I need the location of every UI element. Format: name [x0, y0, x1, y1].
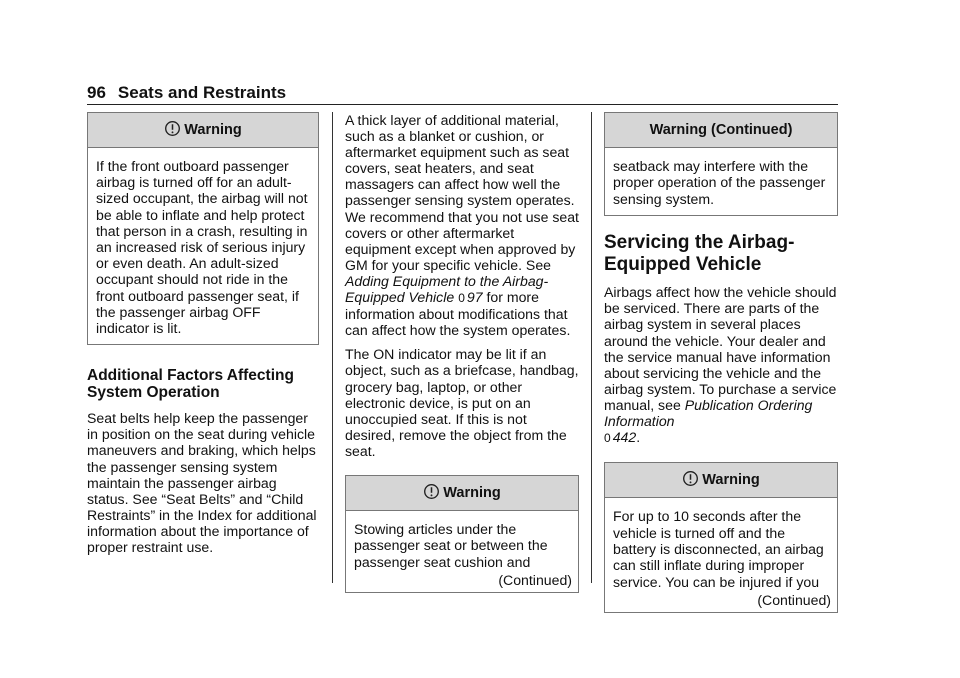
warning-title: Warning — [702, 472, 760, 489]
warning-icon — [164, 120, 181, 137]
page-ref-number: 442 — [612, 429, 637, 446]
page-ref-arrow-icon: 0 — [458, 291, 465, 306]
warning-text: Stowing articles under the passenger seat or between the passenger seat cushion and — [354, 520, 548, 570]
paragraph-on-indicator: The ON indicator may be lit if an object, such as a briefcase, handbag, grocery bag, laptop, or other electronic device, is put on an unoccupied seat. If this is not desired, remove the object from the seat. — [345, 346, 579, 459]
paragraph-end: . — [636, 429, 641, 446]
heading-servicing: Servicing the Airbag-Equipped Vehicle — [604, 232, 795, 275]
paragraph-text-after: for more information about modifications that can affect how the system operates. — [345, 289, 571, 339]
paragraph-text: A thick layer of additional material, such as a blanket or cushion, or aftermarket equipment such as seat covers, seat heaters, and seat massagers can affect how well the passenger sensing system operates. We recommend that you not use seat covers or other aftermarket equipment except when approved by GM for your specific vehicle. See — [345, 112, 579, 273]
column-divider-1 — [332, 112, 333, 583]
column-divider-2 — [591, 112, 592, 583]
column-2 — [345, 112, 579, 593]
header-rule — [87, 104, 838, 105]
warning-box-header — [88, 113, 318, 148]
page-reference[interactable] — [458, 289, 482, 306]
warning-box — [345, 475, 579, 593]
paragraph-additional-material — [345, 112, 579, 338]
paragraph-text: Airbags affect how the vehicle should be serviced. There are parts of the airbag system in several places around the vehicle. Your dealer and the service manual have information about servicing the vehicle and the airbag system. To purchase a service manual, see — [604, 284, 837, 413]
link-publication-ordering[interactable]: Publication Ordering Information — [604, 396, 813, 429]
warning-box-continued — [604, 112, 838, 216]
warning-body — [605, 498, 837, 590]
column-1 — [87, 112, 319, 563]
page-ref-arrow-icon: 0 — [604, 431, 611, 446]
section-title: Seats and Restraints — [117, 83, 287, 102]
continued-label: (Continued) — [498, 572, 572, 589]
warning-box-header — [346, 476, 578, 511]
warning-text: seatback may interfere with the proper operation of the passenger sensing system. — [613, 158, 826, 207]
warning-title: Warning — [184, 122, 242, 138]
warning-icon — [682, 470, 699, 487]
warning-box-header — [605, 463, 837, 498]
warning-body — [88, 148, 318, 344]
warning-box — [604, 462, 838, 613]
warning-body — [605, 148, 837, 215]
warning-box-header: Warning (Continued) — [605, 113, 837, 148]
warning-text: For up to 10 seconds after the vehicle is turned off and the battery is disconnected, an airbag can still inflate during improper service. You can be injured if you — [613, 508, 824, 590]
warning-body — [346, 511, 578, 570]
page-ref-number: 97 — [466, 289, 483, 306]
page-reference[interactable] — [604, 429, 636, 445]
warning-icon — [423, 483, 440, 500]
continued-label: (Continued) — [757, 592, 831, 609]
page-number: 96 — [87, 83, 106, 102]
link-adding-equipment[interactable]: Adding Equipment to the Airbag-Equipped Vehicle — [345, 272, 549, 306]
page-header — [87, 82, 838, 104]
subheading-additional-factors: Additional Factors Affecting System Operation — [87, 367, 294, 402]
warning-text: If the front outboard passenger airbag is turned off for an adult-sized occupant, the airbag will not be able to inflate and help protect that person in a crash, resulting in an increased risk of serious injury or even death. An adult-sized occupant should not ride in the front outboard passenger seat, if the passenger airbag OFF indicator is lit. — [96, 158, 308, 337]
warning-title: Warning — [443, 484, 501, 501]
column-3 — [604, 112, 838, 613]
header-text — [87, 82, 838, 104]
paragraph-servicing — [604, 284, 838, 446]
paragraph-seat-belts: Seat belts help keep the passenger in position on the seat during vehicle maneuvers and braking, which helps the passenger sensing system maintain the passenger airbag status. See “Seat Belts” and “Child Restraints” in the Index for additional information about the importance of proper restraint use. — [87, 410, 317, 555]
warning-box — [87, 112, 319, 345]
